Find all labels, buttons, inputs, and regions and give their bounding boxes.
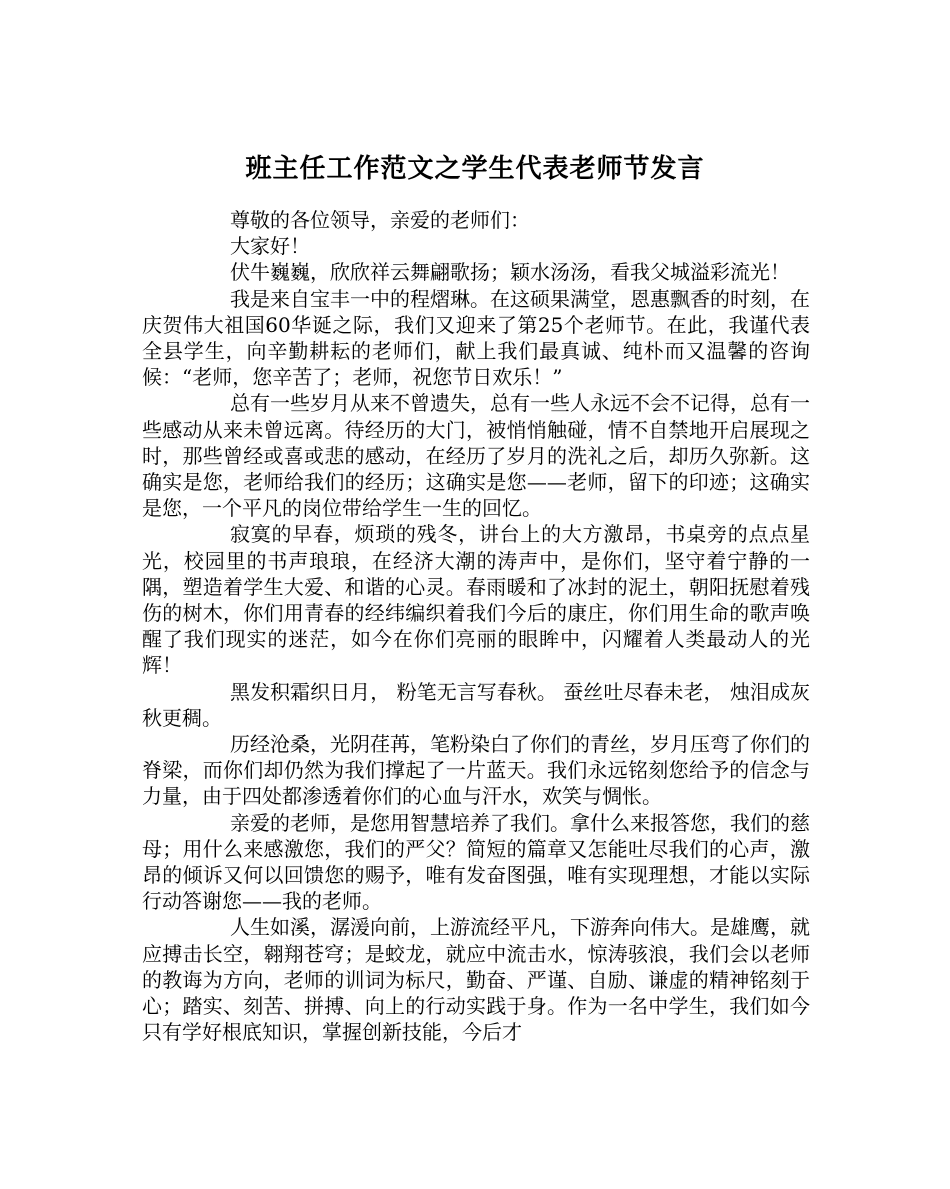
paragraph-4: 寂寞的早春，烦琐的残冬，讲台上的大方激昂，书桌旁的点点星光，校园里的书声琅琅，在经济大潮的涛声中，是你们，坚守着宁静的一隅，塑造着学生大爱、和谐的心灵。春雨暖和了冰封的泥土，朝阳抚慰着残伤的树木，你们用青春的经纬编织着我们今后的康庄，你们用生命的歌声唤醒了我们现实的迷茫，如今在你们亮丽的眼眸中，闪耀着人类最动人的光辉！ (142, 522, 810, 678)
paragraph-greeting: 尊敬的各位领导，亲爱的老师们： (230, 208, 530, 232)
paragraph-hello: 大家好！ (230, 234, 310, 259)
paragraph-2: 我是来自宝丰一中的程熠琳。在这硕果满堂，恩惠飘香的时刻，在庆贺伟大祖国60华诞之际，我们又迎来了第25个老师节。在此，我谨代表全县学生，向辛勤耕耘的老师们，献上我们最真诚、纯朴而又温馨的咨询候：“老师，您辛苦了；老师，祝您节日欢乐！” (142, 286, 810, 390)
paragraph-3: 总有一些岁月从来不曾遗失，总有一些人永远不会不记得，总有一些感动从来未曾远离。待经历的大门，被悄悄触碰，情不自禁地开启展现之时，那些曾经或喜或悲的感动，在经历了岁月的洗礼之后，却历久弥新。这确实是您，老师给我们的经历；这确实是您——老师，留下的印迹；这确实是您，一个平凡的岗位带给学生一生的回忆。 (142, 391, 810, 521)
document-body (142, 207, 810, 1046)
paragraph-5: 历经沧桑，光阴荏苒，笔粉染白了你们的青丝，岁月压弯了你们的脊梁，而你们却仍然为我们撑起了一片蓝天。我们永远铭刻您给予的信念与力量，由于四处都渗透着你们的心血与汗水，欢笑与惆怅。 (142, 732, 810, 809)
paragraph-1: 伏牛巍巍，欣欣祥云舞翩歌扬；颖水汤汤，看我父城溢彩流光！ (230, 260, 790, 285)
paragraph-poem: 黑发积霜织日月， 粉笔无言写春秋。 蚕丝吐尽春未老， 烛泪成灰秋更稠。 (142, 679, 810, 730)
paragraph-7: 人生如溪，潺湲向前，上游流经平凡，下游奔向伟大。是雄鹰，就应搏击长空，翱翔苍穹；是蛟龙，就应中流击水，惊涛骇浪，我们会以老师的教诲为方向，老师的训词为标尺，勤奋、严谨、自励、谦虚的精神铭刻于心；踏实、刻苦、拼搏、向上的行动实践于身。作为一名中学生，我们如今只有学好根底知识，掌握创新技能，今后才 (142, 915, 810, 1045)
paragraph-6: 亲爱的老师，是您用智慧培养了我们。拿什么来报答您，我们的慈母；用什么来感激您，我们的严父？简短的篇章又怎能吐尽我们的心声，激昂的倾诉又何以回馈您的赐予，唯有发奋图强，唯有实现理想，才能以实际行动答谢您——我的老师。 (142, 810, 810, 914)
document-title: 班主任工作范文之学生代表老师节发言 (245, 154, 705, 185)
